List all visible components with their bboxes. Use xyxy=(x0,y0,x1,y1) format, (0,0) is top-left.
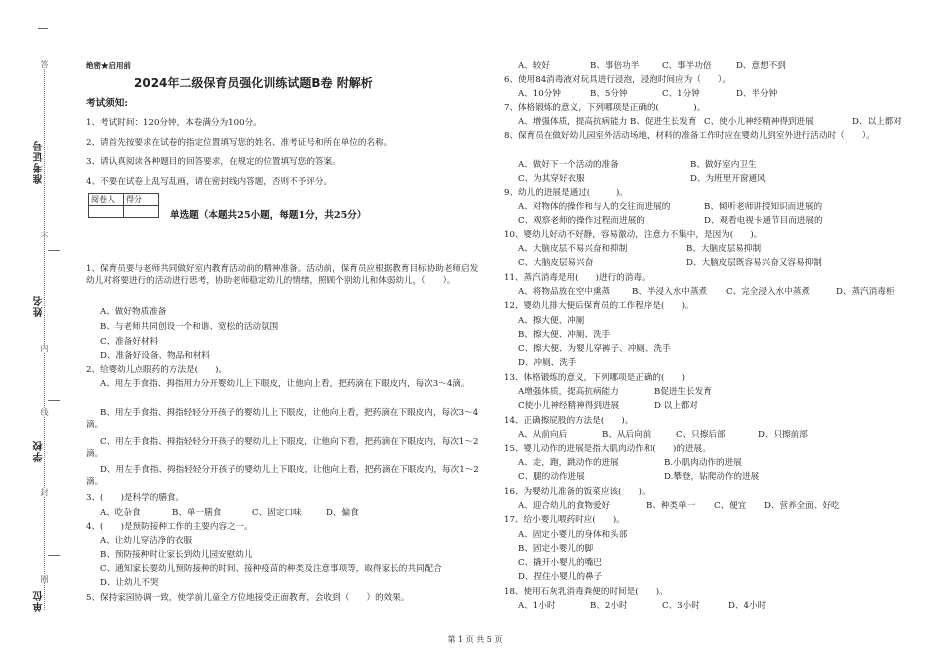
margin-mark-0: 答 xyxy=(40,60,49,68)
question-17: 17、给小婴儿喂药时应( )。 xyxy=(504,515,625,525)
notice-title: 考试须知: xyxy=(86,98,128,109)
margin-mark-3: 线 xyxy=(40,408,49,416)
q15-option-c: C、腿的动作进展 xyxy=(518,472,585,482)
q10-option-c: C、大脑皮层易兴奋 xyxy=(518,258,594,268)
q16-option-d: D、营养全面、好吃 xyxy=(764,501,840,511)
q12-option-d: D、冲厕、洗手 xyxy=(518,358,577,368)
q5-option-b: B、事倍功半 xyxy=(590,61,640,71)
q6-option-a: A、10分钟 xyxy=(518,89,561,99)
q10-option-d: D、大脑皮层既容易兴奋又容易抑制 xyxy=(686,258,822,268)
q12-option-a: A、擦大便、冲厕 xyxy=(518,316,585,326)
q7-option-a: A、增强体质，提高抗病能力 xyxy=(518,117,628,127)
q17-option-a: A、固定小婴儿的身体和头部 xyxy=(518,530,628,540)
question-10: 10、婴幼儿好动不好静，容易激动，注意力不集中，是因为( )。 xyxy=(504,230,763,240)
page-footer: 第 1 页 共 5 页 xyxy=(447,635,503,644)
q18-option-d: D、4小时 xyxy=(728,601,767,611)
q14-option-d: D、只擦前部 xyxy=(758,430,808,440)
q3-option-c: C、固定口味 xyxy=(252,508,302,518)
q11-option-c: C、完全浸入水中蒸煮 xyxy=(726,287,810,297)
q18-option-b: B、2小时 xyxy=(590,601,628,611)
q16-option-a: A、迎合幼儿的食物爱好 xyxy=(518,501,611,511)
score-table xyxy=(88,193,159,218)
score-table-blank[interactable] xyxy=(124,206,159,218)
question-11: 11、蒸汽消毒是用( )进行的消毒。 xyxy=(504,273,651,283)
q18-option-a: A、1小时 xyxy=(518,601,556,611)
margin-mark-4: 封 xyxy=(40,488,49,496)
notice-4: 4、不要在试卷上乱写乱画，请在密封线内答题，否则不予评分。 xyxy=(86,177,333,187)
q1-option-b: B、与老师共同创设一个和谐、宽松的活动氛围 xyxy=(100,322,279,332)
q9-option-c: C、观察老师的操作过程而进展的 xyxy=(518,216,645,226)
q11-option-d: D、蒸汽消毒柜 xyxy=(836,287,895,297)
q6-option-d: D、半分钟 xyxy=(736,89,778,99)
q12-option-b: B、擦大便、冲厕、洗手 xyxy=(518,330,611,340)
q7-option-c: C、使小儿神经精神得到进展 xyxy=(704,117,814,127)
q13-option-a: A增强体质，提高抗病能力 xyxy=(518,387,619,397)
q17-option-c: C、撬开小婴儿的嘴巴 xyxy=(518,558,602,568)
q1-option-c: C、准备好材料 xyxy=(100,337,159,347)
q12-option-c: C、擦大便、为婴儿穿裤子、冲厕、洗手 xyxy=(518,344,671,354)
q14-option-a: A、从前向后 xyxy=(518,430,568,440)
margin-tick xyxy=(38,28,48,29)
q1-option-d: D、准备好设备、物品和材料 xyxy=(100,351,211,361)
q8-option-c: C、为其穿好衣服 xyxy=(518,174,585,184)
margin-mark-1: 不 xyxy=(40,232,49,240)
q9-option-d: D、观看电视卡通节目而进展的 xyxy=(704,216,823,226)
q4-option-c: C、通知家长要幼儿预防接种的时间、接种疫苗的种类及注意事项等，取得家长的共同配合 xyxy=(100,564,442,574)
q16-option-b: B、种类单一 xyxy=(646,501,696,511)
question-16: 16、为婴幼儿准备的饭菜应该( )。 xyxy=(504,487,651,497)
q10-option-a: A、大脑皮层不易兴奋和抑制 xyxy=(518,244,628,254)
binding-margin xyxy=(0,0,62,671)
q1-option-a: A、做好物质准备 xyxy=(100,307,167,317)
q4-option-d: D、让幼儿不哭 xyxy=(100,578,159,588)
margin-mark-5: 圈 xyxy=(40,575,49,583)
q13-option-b: B促进生长发育 xyxy=(654,387,712,397)
q14-option-c: C、只擦后部 xyxy=(676,430,726,440)
score-table-grader: 阅卷人 xyxy=(89,194,124,206)
q15-option-a: A、走，跑，跳动作的进展 xyxy=(518,458,619,468)
question-6: 6、使用84消毒液对玩具进行浸泡，浸泡时间应为（ ）。 xyxy=(504,75,731,85)
q15-option-d: D.攀登，钻爬动作的进展 xyxy=(664,472,760,482)
q8-option-a: A、做好下一个活动的准备 xyxy=(518,160,619,170)
q5-option-a: A、较好 xyxy=(518,61,550,71)
q13-option-c: C使小儿神经精神得到进展 xyxy=(518,401,620,411)
margin-label-exam-number: 准考证号 xyxy=(34,140,45,184)
q14-option-b: B、从后向前 xyxy=(602,430,652,440)
q2-option-d: D、用左手食指、拇指轻轻分开孩子的婴幼儿上下眼皮，让他向上看，把药滴在下眼皮内，每次1～2滴。 xyxy=(86,465,479,487)
q4-option-b: B、预防接种时让家长到幼儿园安慰幼儿 xyxy=(100,550,253,560)
q5-option-c: C、事半功倍 xyxy=(662,61,712,71)
question-4: 4、( )是预防接种工作的主要内容之一。 xyxy=(86,522,253,532)
q2-option-b: B、用左手食指、拇指轻轻分开孩子的婴幼儿上下眼皮，让他向上看，把药滴在下眼皮内，每次3～4滴。 xyxy=(86,408,479,430)
margin-underline-2 xyxy=(48,400,60,401)
q8-option-d: D、为班里开窗通风 xyxy=(690,174,766,184)
question-1: 1、保育员要与老师共同做好室内教育活动前的精神准备。活动前，保育员应根据教育目标协助老师启发幼儿对将要进行的活动进行思考，协助老师稳定幼儿的情绪，照顾个别幼儿和体弱幼儿，（ ）。 xyxy=(86,264,479,286)
question-9: 9、幼儿的进展是通过( )。 xyxy=(504,188,628,198)
q13-option-d: D 以上都对 xyxy=(654,401,698,411)
q5-option-d: D、意想不到 xyxy=(736,61,786,71)
secret-label: 绝密★启用前 xyxy=(86,61,131,70)
q7-option-d: D、以上都对 xyxy=(852,117,902,127)
q3-option-b: B、单一膳食 xyxy=(172,508,222,518)
question-15: 15、婴儿动作的进展是指大肌肉动作和( )的进展。 xyxy=(504,444,711,454)
notice-1: 1、考试时间：120分钟，本卷满分为100分。 xyxy=(86,118,262,128)
score-table-blank[interactable] xyxy=(89,206,124,218)
q11-option-a: A、将物品放在空中熏蒸 xyxy=(518,287,611,297)
question-12: 12、婴幼儿排大便后保育员的工作程序是( )。 xyxy=(504,301,694,311)
q9-option-a: A、对物体的操作和与人的交往而进展的 xyxy=(518,202,671,212)
q17-option-b: B、固定小婴儿的脚 xyxy=(518,544,594,554)
notice-3: 3、请认真阅读各种题目的回答要求，在规定的位置填写您的答案。 xyxy=(86,157,341,167)
q6-option-b: B、5分钟 xyxy=(590,89,628,99)
q4-option-a: A、让幼儿穿洁净的衣服 xyxy=(100,536,193,546)
q17-option-d: D、捏住小婴儿的鼻子 xyxy=(518,572,603,582)
question-8: 8、保育员在做好幼儿园室外活动场地，材料的准备工作时应在婴幼儿到室外进行活动时（ ）。 xyxy=(504,131,875,141)
margin-underline-1 xyxy=(48,250,60,251)
q2-option-a: A、用左手食指、拇指用力分开婴幼儿上下眼皮，让他向上看，把药滴在下眼皮内，每次3～4滴。 xyxy=(100,379,470,389)
question-5: 5、保持家园协调一致，使学前儿童全方位地接受正面教育，会收到（ ）的效果。 xyxy=(86,593,410,603)
question-3: 3、( )是科学的膳食。 xyxy=(86,493,185,503)
score-table-score: 得分 xyxy=(124,194,159,206)
margin-label-school: 学校 xyxy=(34,440,45,462)
margin-mark-2: 内 xyxy=(40,344,49,352)
q10-option-b: B、大脑皮层易抑制 xyxy=(686,244,762,254)
question-18: 18、使用石灰乳消毒粪便的时间是( )。 xyxy=(504,587,668,597)
question-7: 7、体格锻炼的意义，下列哪项是正确的( )。 xyxy=(504,103,706,113)
q3-option-a: A、吃杂食 xyxy=(100,508,141,518)
question-13: 13、体格锻炼的意义，下列哪项是正确的( ) xyxy=(504,373,685,383)
page-title: 2024年二级保育员强化训练试题B卷 附解析 xyxy=(134,76,373,90)
section-title: 单选题（本题共25小题，每题1分，共25分） xyxy=(170,210,367,221)
margin-label-name: 姓名 xyxy=(34,295,45,317)
q3-option-d: D、偏食 xyxy=(326,508,359,518)
q18-option-c: C、3小时 xyxy=(662,601,700,611)
q2-option-c: C、用左手食指、拇指轻轻分开孩子的婴幼儿上下眼皮，让他向下看，把药滴在下眼皮内，每次1～2滴。 xyxy=(86,437,479,459)
question-14: 14、正确擦屁股的方法是( )。 xyxy=(504,416,634,426)
notice-2: 2、请首先按要求在试卷的指定位置填写您的姓名、准考证号和所在单位的名称。 xyxy=(86,138,393,148)
q15-option-b: B.小肌肉动作的进展 xyxy=(664,458,742,468)
q9-option-b: B、倾听老师讲授知识而进展的 xyxy=(704,202,823,212)
margin-label-unit: 单位 xyxy=(34,590,45,612)
question-2: 2、给婴幼儿点眼药的方法是( )。 xyxy=(86,365,228,375)
margin-underline-3 xyxy=(48,555,60,556)
q6-option-c: C、1分钟 xyxy=(662,89,700,99)
q16-option-c: C、便宜 xyxy=(714,501,747,511)
q11-option-b: B、半浸入水中蒸煮 xyxy=(632,287,708,297)
q8-option-b: B、做好室内卫生 xyxy=(690,160,757,170)
q7-option-b: B、促进生长发育 xyxy=(630,117,697,127)
